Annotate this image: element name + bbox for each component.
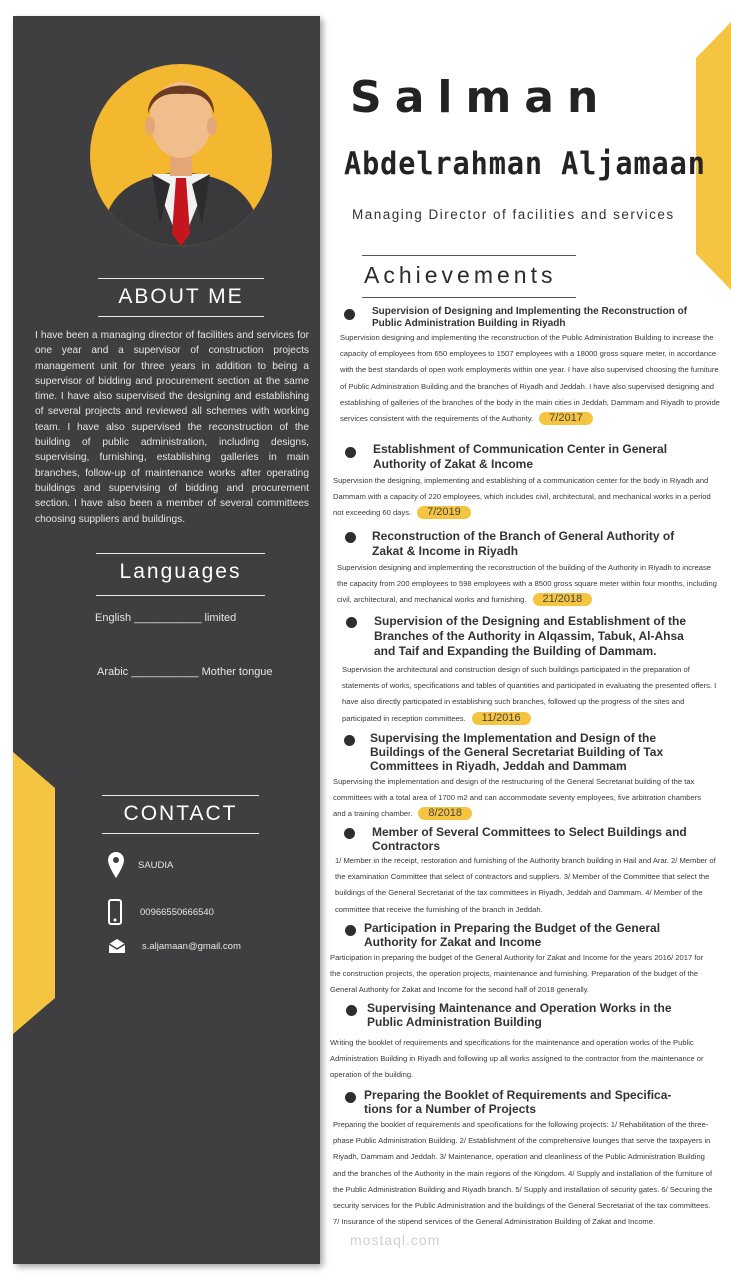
achievement-heading: Member of Several Committees to Select Buildings and Contractors [372, 825, 687, 853]
contact-email-text: s.aljamaan@gmail.com [142, 940, 241, 952]
date-badge: 7/2017 [539, 412, 593, 425]
achievement-body: Writing the booklet of requirements and specifications for the maintenance and operation works of the Public Administration Building in Riyadh and following up all works assigned to the contractor from the maintenance or operation of the building. [330, 1038, 704, 1080]
language-english [95, 612, 236, 624]
bullet-icon [346, 617, 357, 628]
language-separator: ___________ [134, 612, 202, 624]
job-title: Managing Director of facilities and services [352, 207, 675, 222]
bullet-icon [345, 1092, 356, 1103]
language-arabic [97, 666, 273, 678]
bullet-icon [346, 1005, 357, 1016]
date-badge: 11/2016 [472, 712, 531, 725]
accent-triangle-left [13, 752, 55, 1034]
contact-line-bottom [102, 833, 259, 834]
languages-line-bottom [96, 595, 265, 596]
phone-icon [108, 899, 122, 925]
watermark: mostaql.com [350, 1232, 441, 1248]
achievement-heading: Establishment of Communication Center in General Authority of Zakat & Income [373, 442, 668, 471]
contact-line-top [102, 795, 259, 796]
last-name: Abdelrahman Aljamaan [344, 146, 706, 182]
bullet-icon [345, 532, 356, 543]
contact-phone-text: 00966550666540 [140, 906, 214, 918]
date-badge: 21/2018 [533, 593, 593, 606]
about-line-bottom [98, 316, 264, 317]
achievements-line-bottom [362, 297, 576, 298]
bullet-icon [345, 447, 356, 458]
achievement-text: Supervision designing and implementing the reconstruction of the building of the Authority in Riyadh to increase the capacity from 200 employees to 598 employees with a 8500 gross square meter within four months, including civil, architectural, and mechanical works and furnishing. [337, 563, 717, 605]
about-line-top [98, 278, 264, 279]
achievement-text: Supervising the implementation and design of the restructuring of the General Secretariat building of the tax committees with a total area of 1700 m2 and can accommodate seventy employees, five arbitration chambers and a training chamber. [333, 777, 702, 819]
achievement-body: 1/ Member in the receipt, restoration and furnishing of the Authority branch building in Hail and Arar. 2/ Member of the examination Committee that select of contractors and suppliers. 3/ Member of the Committee that select the buildings of the General Secretariat of the tax committees in Riyadh, Jeddah and Dammam. 4/ Member of the committee that receive the furnishing of the branch in Jeddah. [335, 856, 716, 914]
achievement-heading: Supervising the Implementation and Design of the Buildings of the General Secretariat Building of Tax Committees in Riyadh, Jeddah and Dammam [370, 731, 664, 773]
bullet-icon [345, 925, 356, 936]
language-level: Mother tongue [201, 666, 273, 678]
bullet-icon [344, 309, 355, 320]
achievement-heading: Reconstruction of the Branch of General Authority of Zakat & Income in Riyadh [372, 529, 675, 558]
achievement-body: Participation in preparing the budget of the General Authority for Zakat and Income for the years 2016/ 2017 for the construction projects, the operation projects, maintenance and furnishing. Preparation of the budget of the General Authority for Zakat and Income for the second half of 2018 generally. [330, 953, 704, 995]
date-badge: 7/2019 [417, 506, 471, 519]
language-separator: ___________ [131, 666, 199, 678]
achievement-text: Supervision designing and implementing the reconstruction of the Public Administration Building to increase the capacity of employees from 650 employees to 1507 employees with a 18000 gross square meter, in accordance with the best standards of open work employments within one year. I have also supervised choosing the furniture of Public Administration Building and the branches of Riyadh and Jeddah. I have also supervised designing and establishing of galleries of the branches of the body in the main cities in Jeddah, Dammam and Riyadh to provide services consistent with the requirements of the Authority. [340, 333, 720, 424]
achievement-body [342, 662, 724, 727]
achievement-body [337, 560, 717, 609]
location-pin-icon [108, 852, 124, 878]
achievement-heading: Preparing the Booklet of Requirements and Specifica- tions for a Number of Projects [364, 1088, 672, 1116]
achievement-body [333, 774, 713, 823]
languages-title: Languages [119, 560, 242, 583]
language-level: limited [204, 612, 237, 624]
achievement-heading: Participation in Preparing the Budget of the General Authority for Zakat and Income [364, 921, 661, 949]
achievement-text: Supervision the architectural and construction design of such buildings participated in the preparation of statements of works, specifications and tables of quantities and participated in evaluating the presented offers. I have also directly participated in establishing such branches, followed up the progress of the sites and participated in reception committees. [342, 665, 717, 723]
contact-location [108, 852, 173, 878]
achievement-body [333, 473, 713, 522]
achievement-body: Preparing the booklet of requirements and specifications for the following projects: 1/ Rehabilitation of the three-phase Public Administration Building. 2/ Establishment of the comprehensive lounges that serve the taxpayers in Riyadh, Dammam and Jeddah. 3/ Maintenance, operation and cleanliness of the Public Administration Building and the branches of the Authority in the main regions of the Kingdom. 4/ Supply and installation of the furniture of the Public Administration Building and Riyadh branch. 5/ Supply and installation of security gates. 6/ Securing the security services for the Public Administration and the buildings of the General Secretariat of the tax committees. 7/ Insurance of the stipend services of the General Administration Building of Zakat and Income. [333, 1120, 713, 1227]
achievement-heading: Supervising Maintenance and Operation Works in the Public Administration Building [367, 1001, 672, 1029]
contact-title: CONTACT [123, 802, 238, 825]
languages-line-top [96, 553, 265, 554]
achievements-line-top [362, 255, 576, 256]
contact-email [108, 938, 241, 954]
contact-phone [108, 899, 214, 925]
achievement-heading: Supervision of the Designing and Establishment of the Branches of the Authority in Alqassim, Tabuk, Al-Ahsa and Taif and Expanding the Building of Dammam. [374, 614, 687, 658]
bullet-icon [344, 828, 355, 839]
about-title: ABOUT ME [118, 285, 244, 308]
contact-location-text: SAUDIA [138, 859, 174, 871]
language-name: English [95, 612, 132, 624]
about-text: I have been a managing director of facilities and services for one year and a supervisor of construction projects management unit for three years in addition to being a supervisor of bidding and procurement section at the same time. I have also supervised the designing and establishing of several projects and reviewed all schemes with working team. I have also supervised the reconstruction of the building of public administration, including designs, supervising, furnishing, establishing galleries in main branches, follow-up of maintenance works after operating buildings and supervising of bidding and procurement section. I have also been a member of several committees choosing suppliers and buildings. [35, 330, 309, 525]
achievement-heading: Supervision of Designing and Implementing the Reconstruction of Public Administration Building in Riyadh [372, 306, 688, 329]
avatar [90, 64, 272, 246]
achievements-title: Achievements [364, 262, 557, 288]
language-name: Arabic [97, 666, 129, 678]
achievement-text: Supervision the designing, implementing and establishing of a communication center for the body in Riyadh and Dammam with a capacity of 220 employees, which includes civil, architectural, and mechanical works in a period not exceeding 60 days. [333, 476, 711, 518]
bullet-icon [344, 735, 355, 746]
first-name: Salman [350, 72, 612, 123]
envelope-icon [108, 938, 126, 954]
achievement-body [340, 330, 723, 427]
date-badge: 8/2018 [418, 807, 472, 820]
